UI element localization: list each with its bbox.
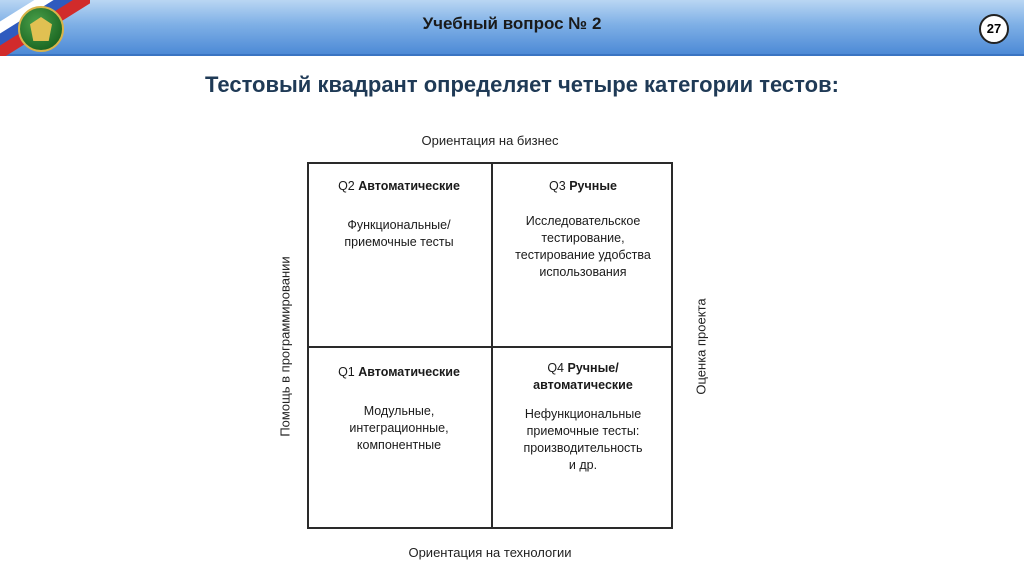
- axis-label-left: Помощь в программировании: [277, 256, 293, 437]
- test-quadrant-diagram: [307, 162, 673, 529]
- quadrant-q1: [309, 364, 489, 454]
- slide-title: Тестовый квадрант определяет четыре категории тестов:: [205, 72, 839, 97]
- axis-label-bottom: Ориентация на технологии: [408, 545, 572, 560]
- page-number-badge: 27: [979, 14, 1009, 44]
- quadrant-q3-description: Исследовательское тестирование, тестирование удобства использования: [515, 214, 651, 279]
- quadrant-q2-heading: Q2 Автоматические: [338, 179, 460, 193]
- slide-header: [0, 0, 1024, 56]
- horizontal-divider: [309, 346, 671, 348]
- axis-label-top: Ориентация на бизнес: [421, 133, 559, 148]
- quadrant-q2: [309, 178, 489, 251]
- quadrant-q4-heading-line2: автоматические: [533, 378, 633, 392]
- header-title: Учебный вопрос № 2: [422, 14, 602, 33]
- quadrant-q4-heading: Q4 Ручные/: [547, 361, 619, 375]
- axis-label-right: Оценка проекта: [693, 298, 709, 395]
- quadrant-q1-description: Модульные, интеграционные, компонентные: [349, 404, 449, 452]
- quadrant-q3: [493, 178, 673, 281]
- quadrant-q2-description: Функциональные/ приемочные тесты: [344, 218, 454, 249]
- quadrant-q3-heading: Q3 Ручные: [549, 179, 617, 193]
- quadrant-q1-heading: Q1 Автоматические: [338, 365, 460, 379]
- quadrant-q4-description: Нефункциональные приемочные тесты: производительность и др.: [523, 407, 643, 472]
- quadrant-q4: [493, 360, 673, 474]
